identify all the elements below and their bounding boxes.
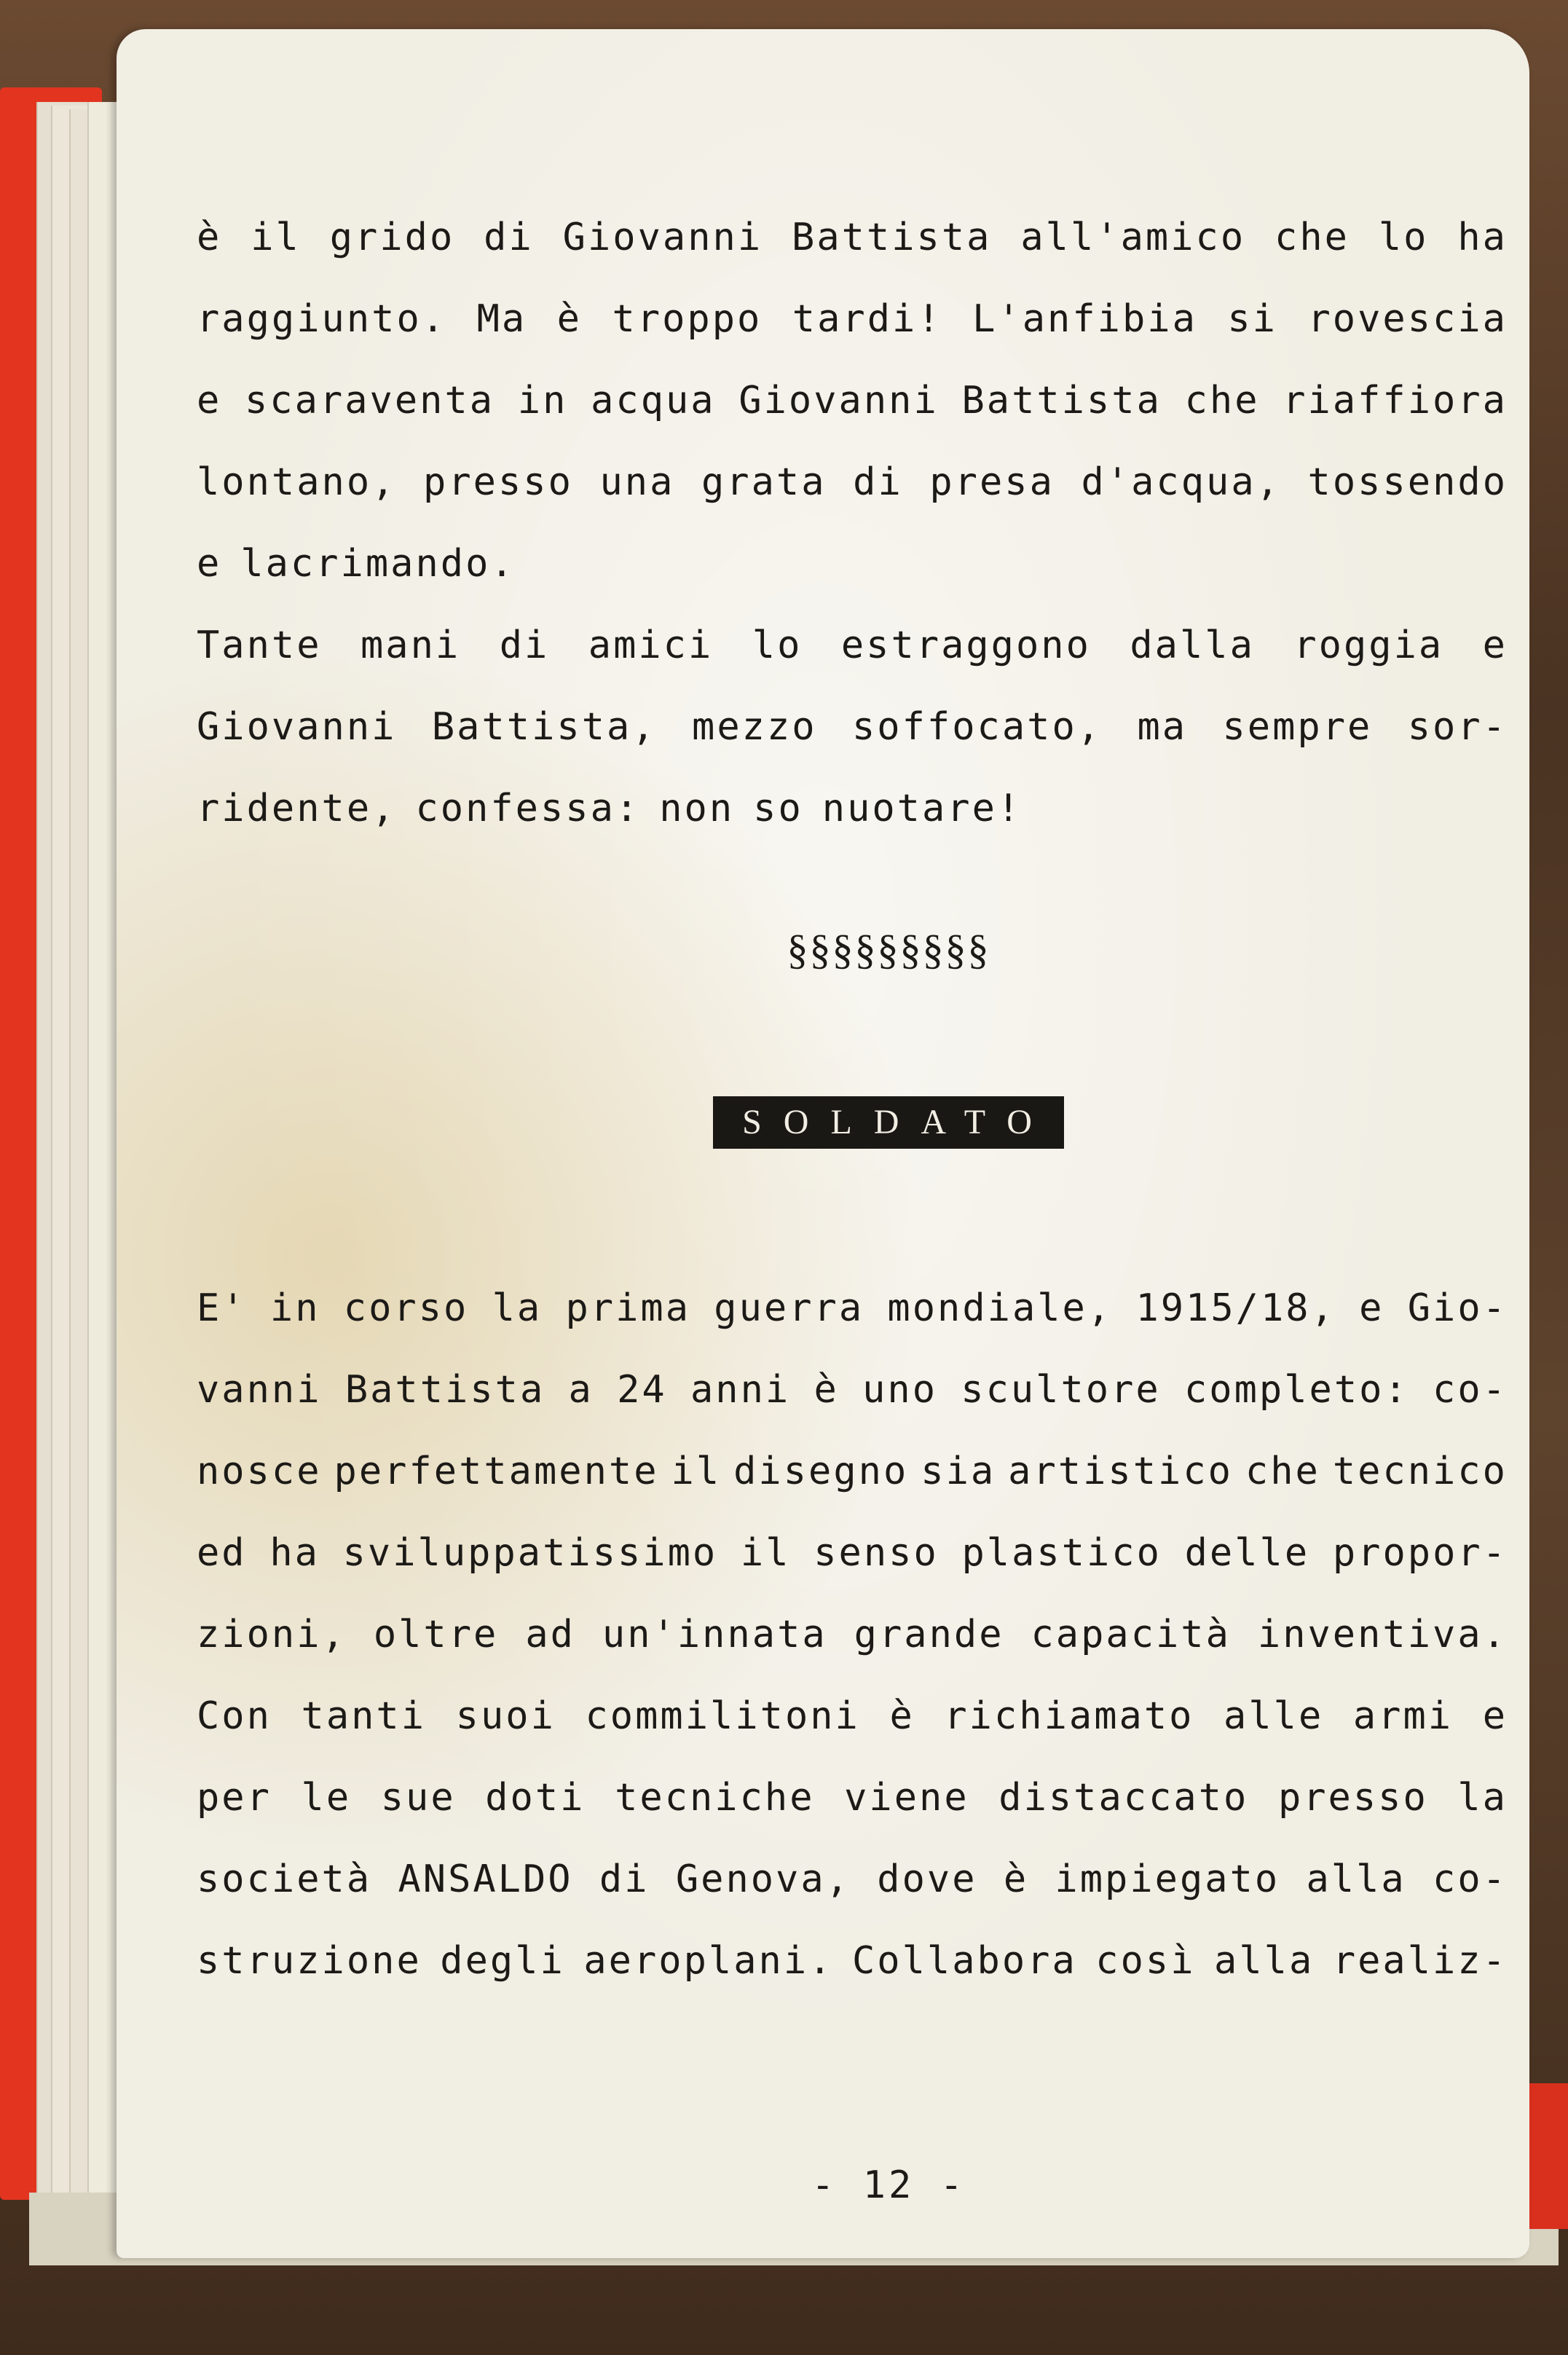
word: di [853, 460, 903, 504]
word: artistico [1008, 1450, 1233, 1493]
text-line [197, 686, 1508, 768]
word: è [556, 297, 582, 341]
word: ed [197, 1531, 247, 1575]
word: all'amico [1020, 216, 1246, 259]
word: tossendo [1307, 460, 1508, 504]
text-line [197, 441, 1508, 523]
word: armi [1352, 1694, 1454, 1738]
word: grata [701, 460, 827, 504]
word: so [753, 787, 803, 830]
word: scaraventa [245, 379, 495, 422]
paragraph-intro [197, 197, 1508, 849]
word: aeroplani. [583, 1939, 834, 1983]
word: lo [752, 624, 803, 667]
word: il [671, 1450, 722, 1493]
word: e [1359, 1286, 1384, 1330]
word: alla [1306, 1857, 1406, 1901]
word: disegno [733, 1450, 909, 1493]
word: lo [1378, 216, 1429, 259]
word: confessa: [415, 787, 641, 830]
word: ANSALDO [398, 1857, 573, 1901]
word: le [301, 1776, 352, 1820]
text-line [197, 523, 1508, 605]
word: è [1003, 1857, 1029, 1901]
word: presa [929, 460, 1055, 504]
text-line [197, 360, 1508, 441]
word: suoi [455, 1694, 556, 1738]
paragraph-soldato [197, 1267, 1508, 2002]
word: soffocato, [851, 705, 1103, 749]
word: tecnico [1332, 1450, 1508, 1493]
word: in [517, 379, 568, 422]
word: di [484, 216, 534, 259]
word: commilitoni [585, 1694, 860, 1738]
text-line [197, 1349, 1508, 1431]
word: realiz- [1332, 1939, 1508, 1983]
word: L'anfibia [972, 297, 1197, 341]
text-line [197, 1675, 1508, 1757]
word: nuotare! [822, 787, 1023, 830]
word: Collabora [851, 1939, 1077, 1983]
word: e [197, 379, 222, 422]
word: estraggono [840, 624, 1091, 667]
word: co- [1433, 1857, 1508, 1901]
word: e [1482, 624, 1508, 667]
word: doti [485, 1776, 586, 1820]
word: è [889, 1694, 915, 1738]
word: grido [329, 216, 455, 259]
word: di [599, 1857, 650, 1901]
word: una [599, 460, 675, 504]
word: impiegato [1055, 1857, 1280, 1901]
word: anni [690, 1368, 791, 1412]
text-line [197, 197, 1508, 278]
word: troppo [612, 297, 763, 341]
word: Battista [961, 379, 1162, 422]
word: è [197, 216, 222, 259]
word: società [197, 1857, 372, 1901]
word: dove [877, 1857, 977, 1901]
text-line [197, 1757, 1508, 1839]
word: tanti [301, 1694, 427, 1738]
word: di [499, 624, 550, 667]
word: roggia [1293, 624, 1444, 667]
word: sue [380, 1776, 456, 1820]
word: un'innata [602, 1613, 827, 1656]
word: ha [1457, 216, 1508, 259]
word: Ma [476, 297, 527, 341]
word: che [1245, 1450, 1320, 1493]
word: riaffiora [1283, 379, 1508, 422]
word: lacrimando. [240, 542, 516, 586]
word: e [1482, 1694, 1508, 1738]
word: corso [343, 1286, 469, 1330]
word: lontano, [197, 460, 397, 504]
word: il [251, 216, 301, 259]
word: non [659, 787, 735, 830]
word: inventiva. [1257, 1613, 1508, 1656]
word: uno [862, 1368, 937, 1412]
word: oltre [373, 1613, 499, 1656]
word: Tante [197, 624, 322, 667]
word: tecniche [615, 1776, 815, 1820]
word: perfettamente [334, 1450, 659, 1493]
word: prima [565, 1286, 691, 1330]
word: mezzo [692, 705, 817, 749]
word: dalla [1130, 624, 1255, 667]
section-separator: §§§§§§§§§ [787, 926, 990, 973]
word: per [197, 1776, 272, 1820]
section-heading-wrap [117, 1096, 1529, 1149]
word: viene [844, 1776, 969, 1820]
text-line [197, 1839, 1508, 1920]
word: Battista [344, 1368, 545, 1412]
word: sempre [1222, 705, 1373, 749]
word: Giovanni [562, 216, 763, 259]
word: plastico [961, 1531, 1162, 1575]
word: sviluppatissimo [342, 1531, 718, 1575]
word: ad [525, 1613, 575, 1656]
word: Gio- [1407, 1286, 1508, 1330]
word: co- [1433, 1368, 1508, 1412]
word: capacità [1031, 1613, 1231, 1656]
word: sor- [1407, 705, 1508, 749]
word: completo: [1183, 1368, 1409, 1412]
word: ha [269, 1531, 320, 1575]
word: Battista, [431, 705, 657, 749]
word: nosce [197, 1450, 322, 1493]
word: alla [1214, 1939, 1315, 1983]
word: richiamato [944, 1694, 1194, 1738]
word: ridente, [197, 787, 397, 830]
word: sia [921, 1450, 996, 1493]
text-line [197, 1594, 1508, 1675]
word: acqua [591, 379, 716, 422]
section-heading: SOLDATO [713, 1096, 1064, 1149]
word: Battista [792, 216, 992, 259]
text-line [197, 278, 1508, 360]
word: il [740, 1531, 791, 1575]
word: distaccato [998, 1776, 1249, 1820]
page-number: - 12 - [811, 2163, 966, 2207]
word: rovescia [1307, 297, 1508, 341]
word: Giovanni [197, 705, 397, 749]
text-line [197, 605, 1508, 686]
word: presso [423, 460, 573, 504]
word: amici [588, 624, 714, 667]
word: 24 [617, 1368, 667, 1412]
word: la [1457, 1776, 1508, 1820]
word: propor- [1332, 1531, 1508, 1575]
word: alle [1224, 1694, 1324, 1738]
word: scultore [961, 1368, 1161, 1412]
text-line [197, 1267, 1508, 1349]
word: Con [197, 1694, 272, 1738]
word: presso [1277, 1776, 1428, 1820]
word: Genova, [675, 1857, 851, 1901]
word: e [197, 542, 222, 586]
word: si [1227, 297, 1277, 341]
word: vanni [197, 1368, 322, 1412]
word: è [813, 1368, 839, 1412]
word: senso [813, 1531, 939, 1575]
word: d'acqua, [1081, 460, 1281, 504]
text-line [197, 1512, 1508, 1594]
word: ma [1137, 705, 1188, 749]
word: così [1095, 1939, 1196, 1983]
word: Giovanni [738, 379, 939, 422]
word: E' [197, 1286, 247, 1330]
text-line [197, 1431, 1508, 1512]
word: grande [854, 1613, 1004, 1656]
word: in [269, 1286, 320, 1330]
word: mani [361, 624, 461, 667]
word: struzione [197, 1939, 422, 1983]
word: degli [440, 1939, 565, 1983]
word: 1915/18, [1135, 1286, 1336, 1330]
word: che [1184, 379, 1260, 422]
word: la [492, 1286, 543, 1330]
text-line [197, 1920, 1508, 2002]
text-line [197, 768, 1508, 849]
word: zioni, [197, 1613, 347, 1656]
book-page [117, 29, 1529, 2258]
word: a [568, 1368, 594, 1412]
word: mondiale, [887, 1286, 1113, 1330]
word: delle [1184, 1531, 1310, 1575]
word: che [1275, 216, 1350, 259]
word: tardi! [792, 297, 942, 341]
word: guerra [714, 1286, 864, 1330]
word: raggiunto. [197, 297, 447, 341]
